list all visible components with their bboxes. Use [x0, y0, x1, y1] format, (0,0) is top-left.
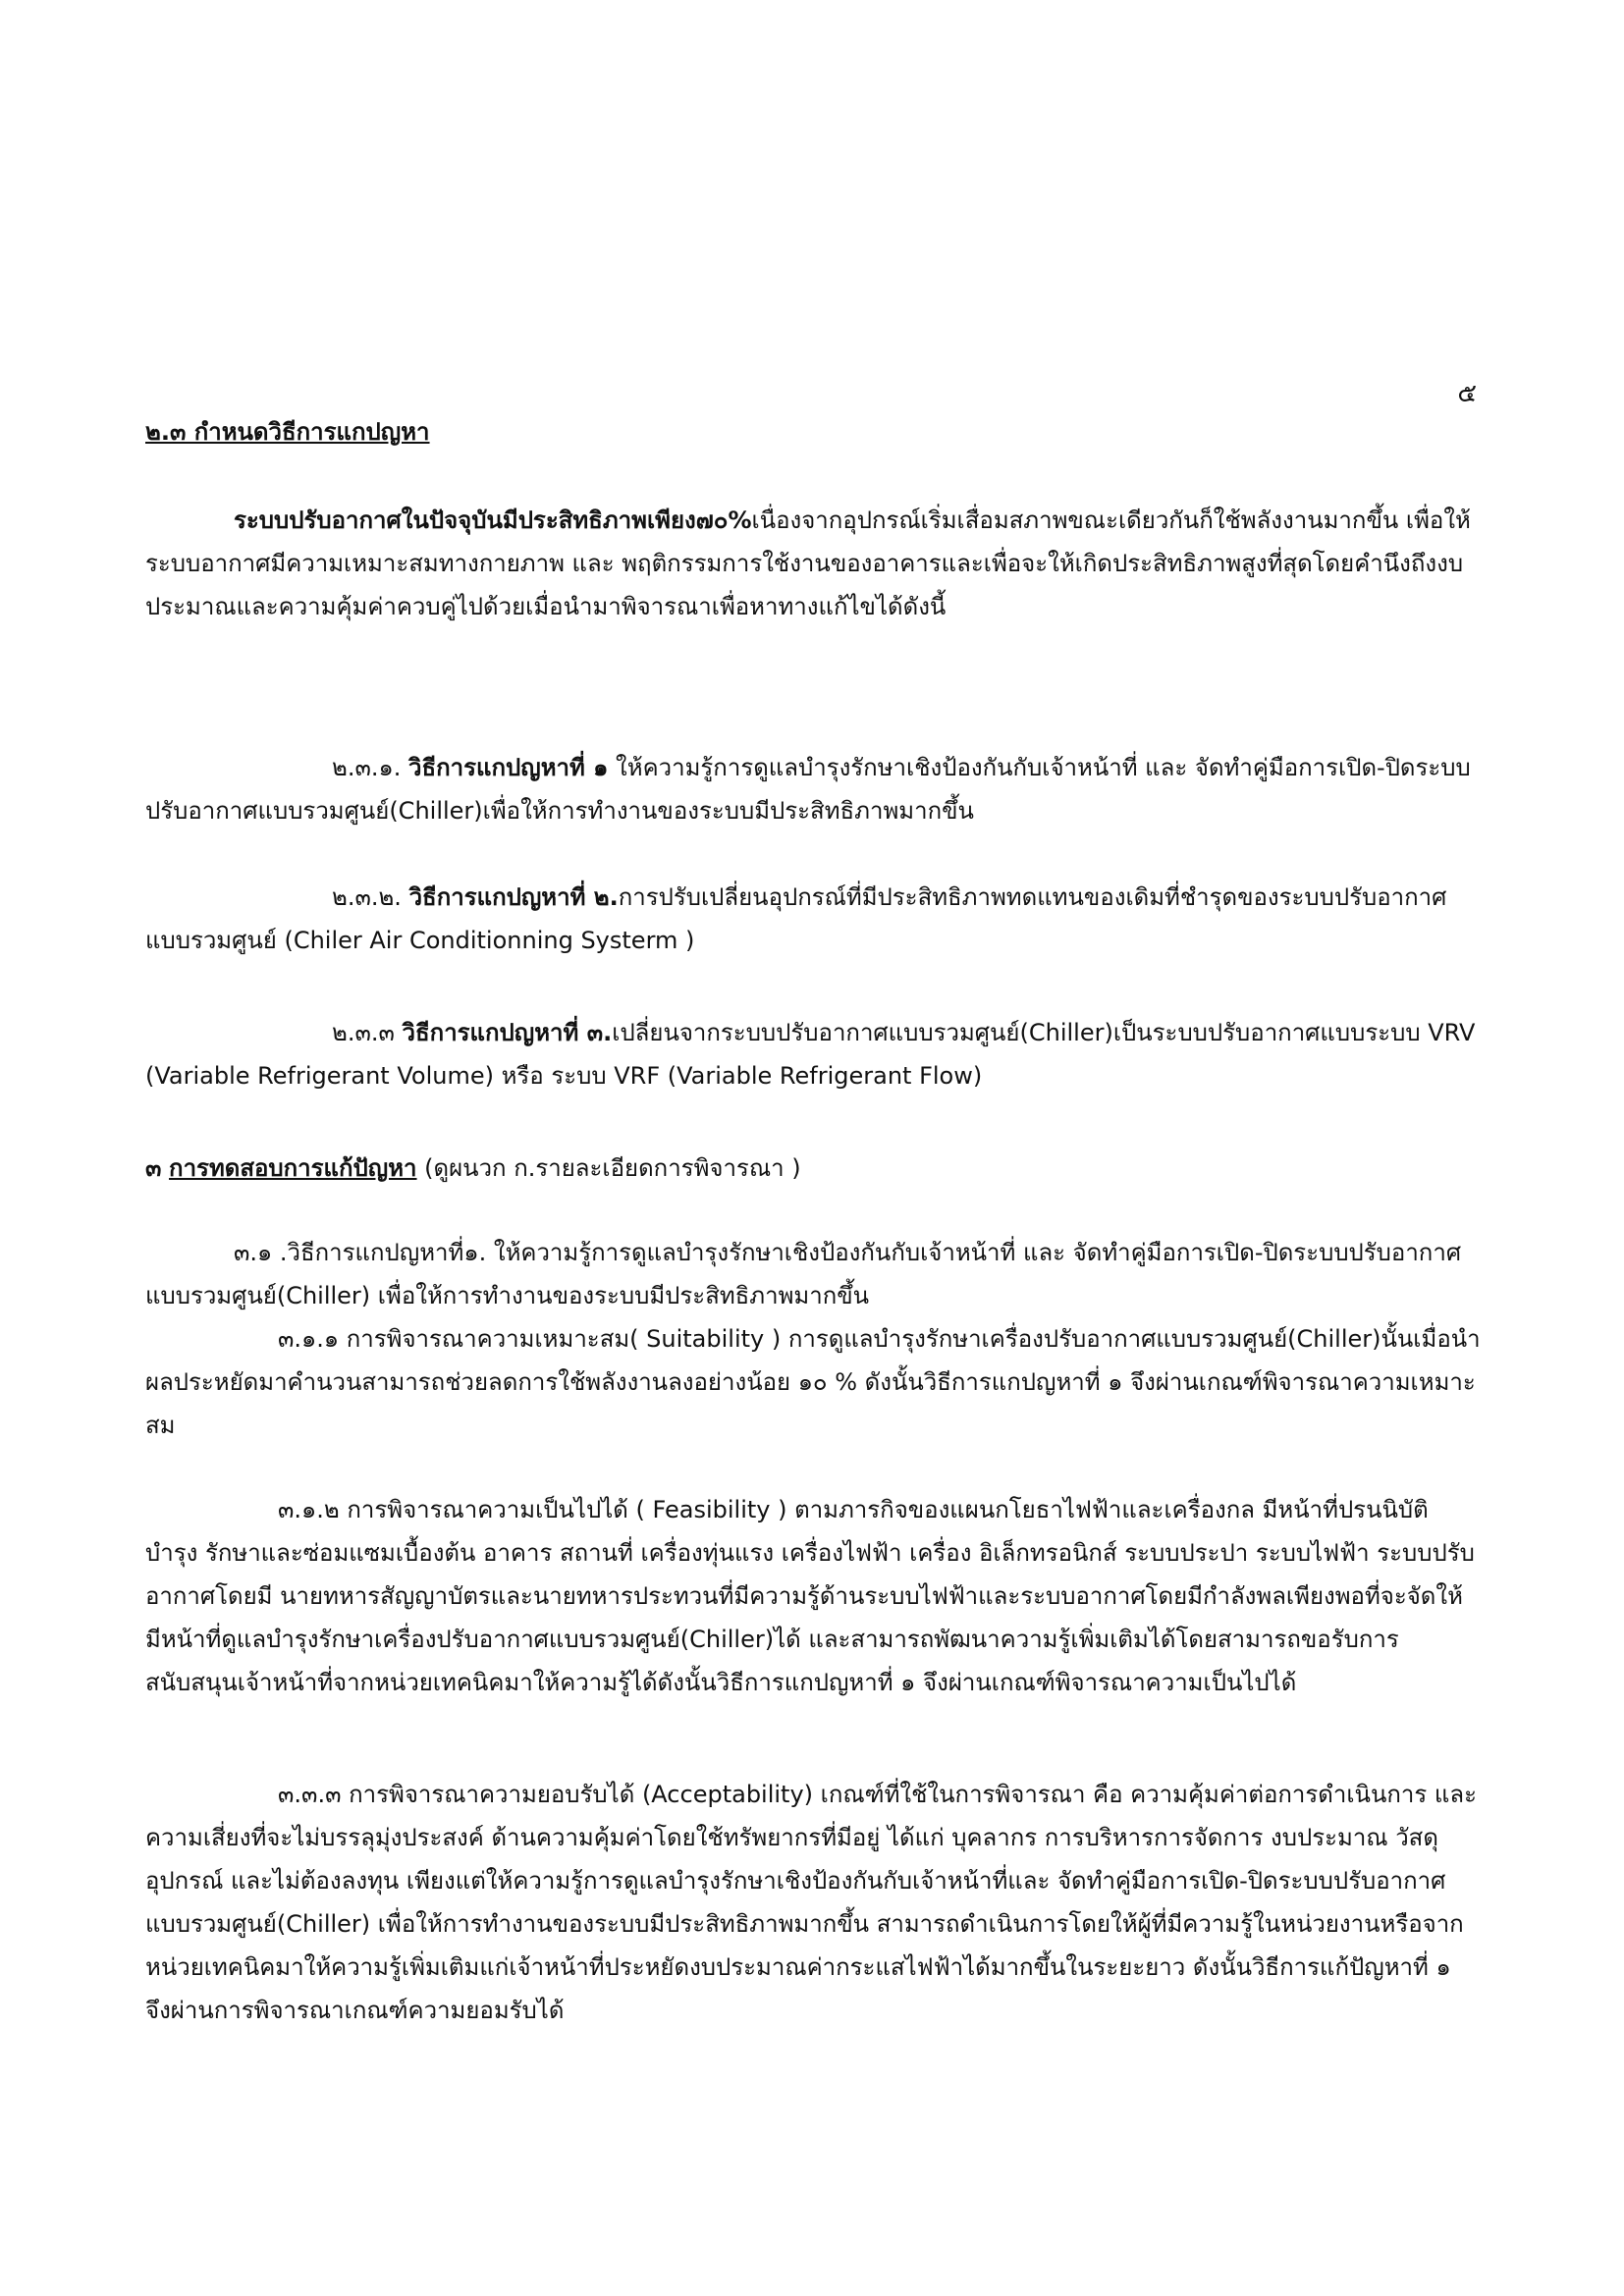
solution-2: [145, 876, 1481, 962]
solution-3-text: เปลี่ยนจากระบบปรับอากาศแบบรวมศูนย์(Chiller)เป็นระบบปรับอากาศแบบระบบ VRV (Variable Refrigerant Volume) หรือ ระบบ VRF (Variable Refrigerant Flow): [145, 1019, 1476, 1090]
section-3-1-2: [145, 1488, 1481, 1704]
solution-1-text: ให้ความรู้การดูแลบำรุงรักษาเชิงป้องกันกับเจ้าหน้าที่ และ จัดทำคู่มือการเปิด-ปิดระบบปรับอากาศแบบรวมศูนย์(Chiller)เพื่อให้การทำงานของระบบมีประสิทธิภาพมากขึ้น: [145, 754, 1471, 825]
section-3-1-3: [145, 1773, 1481, 2032]
section-3-1: [145, 1231, 1481, 1317]
solution-3: [145, 1011, 1481, 1097]
solution-1-title: วิธีการแกปญหาที่ ๑: [408, 754, 609, 781]
heading-3-note: (ดูผนวก ก.รายละเอียดการพิจารณา ): [416, 1154, 801, 1182]
section-3-1-text: ๓.๑ .วิธีการแกปญหาที่๑. ให้ความรู้การดูแลบำรุงรักษาเชิงป้องกันกับเจ้าหน้าที่ และ จัดทำคู่มือการเปิด-ปิดระบบปรับอากาศแบบรวมศูนย์(Chiller) เพื่อให้การทำงานของระบบมีประสิทธิภาพมากขึ้น: [145, 1239, 1462, 1309]
solution-3-number: ๒.๓.๓: [332, 1019, 395, 1046]
section-3-1-1-text: ๓.๑.๑ การพิจารณาความเหมาะสม( Suitability ) การดูแลบำรุงรักษาเครื่องปรับอากาศแบบรวมศูนย์(Chiller)นั้นเมื่อนำผลประหยัดมาคำนวนสามารถช่วยลดการใช้พลังงานลงอย่างน้อย ๑๐ % ดังนั้นวิธีการแกปญหาที่ ๑ จึงผ่านเกณฑ์พิจารณาความเหมาะสม: [145, 1325, 1481, 1439]
solution-2-number: ๒.๓.๒.: [332, 883, 402, 911]
heading-section-3: [145, 1147, 1481, 1190]
heading-3-number: ๓: [145, 1154, 162, 1182]
page-number: ๕: [1457, 379, 1477, 408]
intro-text: เนื่องจากอุปกรณ์เริ่มเสื่อมสภาพขณะเดียวกันก็ใช้พลังงานมากขึ้น เพื่อให้ระบบอากาศมีความเหมาะสมทางกายภาพ และ พฤติกรรมการใช้งานของอาคารและเพื่อจะให้เกิดประสิทธิภาพสูงที่สุดโดยคำนึงถึงงบประมาณและความคุ้มค่าควบคู่ไปด้วยเมื่อนำมาพิจารณาเพื่อหาทางแก้ไขได้ดังนี้: [145, 507, 1471, 620]
heading-3-title: การทดสอบการแก้ปัญหา: [169, 1154, 417, 1182]
solution-1: [145, 746, 1481, 832]
section-3-1-1: [145, 1317, 1481, 1447]
intro-bold-lead: ระบบปรับอากาศในปัจจุบันมีประสิทธิภาพเพียง๗๐%: [234, 507, 752, 534]
heading-section-2-3: ๒.๓ กำหนดวิธีการแกปญหา: [145, 418, 430, 446]
solution-2-text: การปรับเปลี่ยนอุปกรณ์ที่มีประสิทธิภาพทดแทนของเดิมที่ชำรุดของระบบปรับอากาศแบบรวมศูนย์ (Chiler Air Conditionning Systerm ): [145, 883, 1447, 954]
intro-paragraph: [145, 499, 1481, 628]
section-3-1-2-text: ๓.๑.๒ การพิจารณาความเป็นไปได้ ( Feasibility ) ตามภารกิจของแผนกโยธาไฟฟ้าและเครื่องกล มีหน้าที่ปรนนิบัติบำรุง รักษาและซ่อมแซมเบื้องต้น อาคาร สถานที่ เครื่องทุ่นแรง เครื่องไฟฟ้า เครื่อง อิเล็กทรอนิกส์ ระบบประปา ระบบไฟฟ้า ระบบปรับอากาศโดยมี นายทหารสัญญาบัตรและนายทหารประทวนที่มีความรู้ด้านระบบไฟฟ้าและระบบอากาศโดยมีกำลังพลเพียงพอที่จะจัดให้มีหน้าที่ดูแลบำรุงรักษาเครื่องปรับอากาศแบบรวมศูนย์(Chiller)ได้ และสามารถพัฒนาความรู้เพิ่มเติมได้โดยสามารถขอรับการสนับสนุนเจ้าหน้าที่จากหน่วยเทคนิคมาให้ความรู้ได้ดังนั้นวิธีการแกปญหาที่ ๑ จึงผ่านเกณฑ์พิจารณาความเป็นไปได้: [145, 1496, 1475, 1696]
solution-3-title: วิธีการแกปญหาที่ ๓.: [402, 1019, 613, 1046]
section-3-1-3-text: ๓.๓.๓ การพิจารณาความยอบรับได้ (Acceptability) เกณฑ์ที่ใช้ในการพิจารณา คือ ความคุ้มค่าต่อการดำเนินการ และความเสี่ยงที่จะไม่บรรลุมุ่งประสงค์ ด้านความคุ้มค่าโดยใช้ทรัพยากรที่มีอยู่ ได้แก่ บุคลากร การบริหารการจัดการ งบประมาณ วัสดุอุปกรณ์ และไม่ต้องลงทุน เพียงแต่ให้ความรู้การดูแลบำรุงรักษาเชิงป้องกันกับเจ้าหน้าที่และ จัดทำคู่มือการเปิด-ปิดระบบปรับอากาศแบบรวมศูนย์(Chiller) เพื่อให้การทำงานของระบบมีประสิทธิภาพมากขึ้น สามารถดำเนินการโดยให้ผู้ที่มีความรู้ในหน่วยงานหรือจากหน่วยเทคนิคมาให้ความรู้เพิ่มเติมแก่เจ้าหน้าที่ประหยัดงบประมาณค่ากระแสไฟฟ้าได้มากขึ้นในระยะยาว ดังนั้นวิธีการแก้ปัญหาที่ ๑ จึงผ่านการพิจารณาเกณฑ์ความยอมรับได้: [145, 1781, 1477, 2024]
solution-2-title: วิธีการแกปญหาที่ ๒.: [408, 883, 619, 911]
solution-1-number: ๒.๓.๑.: [332, 754, 402, 781]
